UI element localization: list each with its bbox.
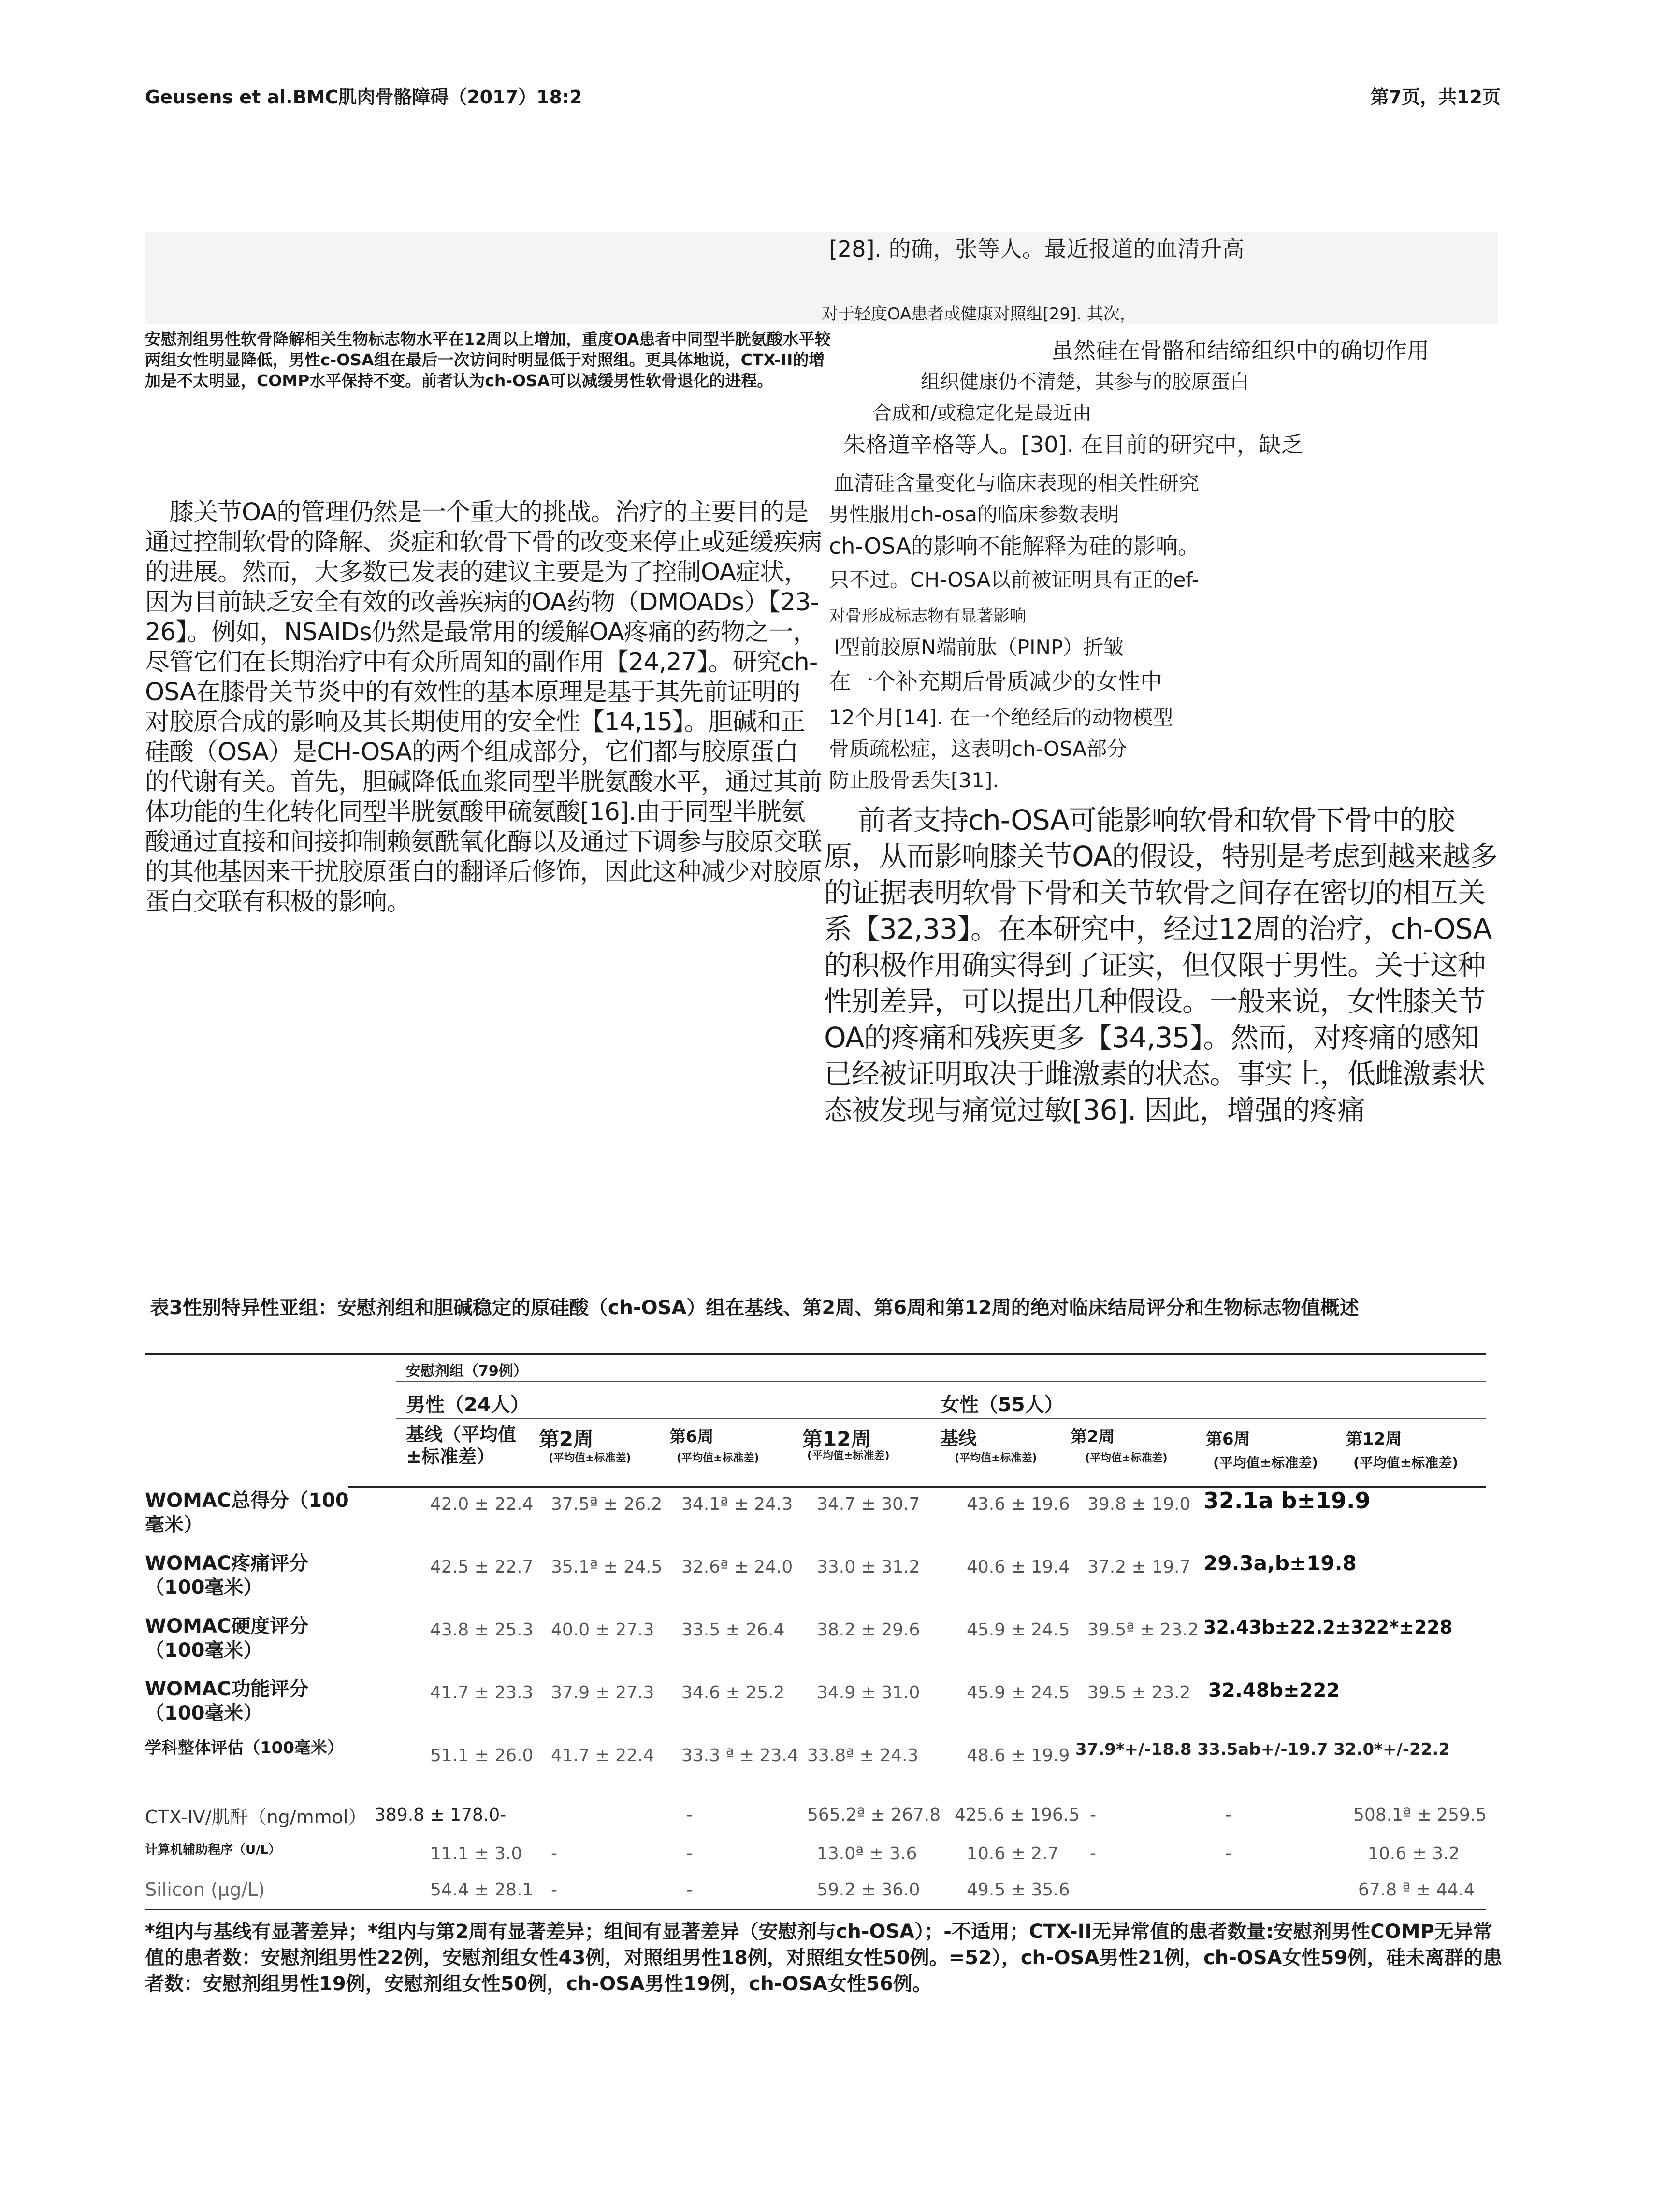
- table-cell: 425.6 ± 196.5: [955, 1805, 1080, 1825]
- table-cell: 40.0 ± 27.3: [551, 1620, 654, 1640]
- table-cell: 40.6 ± 19.4: [967, 1557, 1070, 1577]
- table-cell: -: [686, 1880, 693, 1900]
- left-body-text: 膝关节OA的管理仍然是一个重大的挑战。治疗的主要目的是通过控制软骨的降解、炎症和软骨下骨的改变来停止或延缓疾病的进展。然而，大多数已发表的建议主要是为了控制OA症状，因为目前缺乏安全有效的改善疾病的OA药物（DMOADs）【23-26】。例如，NSAIDs仍然是最常用的缓解OA疼痛的药物之一，尽管它们在长期治疗中有众所周知的副作用【24,27】。研究ch-OSA在膝骨关节炎中的有效性的基本原理是基于其先前证明的对胶原合成的影响及其长期使用的安全性【14,15】。胆碱和正硅酸（OSA）是CH-OSA的两个组成部分，它们都与胶原蛋白的代谢有关。首先，胆碱降低血浆同型半胱氨酸水平，通过其前体功能的生化转化同型半胱氨酸甲硫氨酸[16].由于同型半胱氨酸通过直接和间接抑制赖氨酰氧化酶以及通过下调参与胶原交联的其他基因来干扰胶原蛋白的翻译后修饰，因此这种减少对胶原蛋白交联有积极的影响。: [145, 498, 822, 916]
- table-cell: -: [551, 1880, 557, 1900]
- table-cell: 34.1ª ± 24.3: [681, 1494, 793, 1514]
- table-cell: 565.2ª ± 267.8: [807, 1805, 941, 1825]
- table-cell: 39.5 ± 23.2: [1087, 1683, 1191, 1703]
- table-cell: 59.2 ± 36.0: [817, 1880, 920, 1900]
- table-cell: 38.2 ± 29.6: [817, 1620, 920, 1640]
- row-label-ctx-creatinine: CTX-IV/肌酐（ng/mmol）: [145, 1807, 367, 1828]
- right-line-4: 组织健康仍不清楚，其参与的胶原蛋白: [921, 371, 1249, 393]
- table-cell: 33.8ª ± 24.3: [807, 1746, 919, 1765]
- table-cell: 43.6 ± 19.6: [967, 1494, 1070, 1514]
- table-cell: 32.1a b±19.9: [1203, 1488, 1371, 1514]
- table-cell: -: [1225, 1805, 1231, 1825]
- table-cell: 508.1ª ± 259.5: [1353, 1805, 1487, 1825]
- right-line-2: 对于轻度OA患者或健康对照组[29]. 其次，: [822, 304, 1136, 324]
- col-header-m-week2: 第2周: [539, 1427, 594, 1451]
- table-cell: -: [1090, 1805, 1096, 1825]
- right-line-6: 朱格道辛格等人。[30]. 在目前的研究中，缺乏: [843, 432, 1303, 458]
- right-line-8: 男性服用ch-osa的临床参数表明: [829, 503, 1119, 526]
- right-line-1: [28]. 的确，张等人。最近报道的血清升高: [829, 236, 1245, 262]
- col-header-f-week12: 第12周: [1346, 1430, 1402, 1449]
- table-cell: 34.7 ± 30.7: [817, 1494, 920, 1514]
- table-cell: -: [1225, 1844, 1231, 1864]
- right-line-7: 血清硅含量变化与临床表现的相关性研究: [834, 471, 1200, 495]
- col-header-f-week2: 第2周: [1071, 1427, 1115, 1446]
- table-cell: 35.1ª ± 24.5: [551, 1557, 663, 1577]
- col-header-m-week12: 第12周: [802, 1427, 871, 1451]
- table-cell: 13.0ª ± 3.6: [817, 1844, 917, 1864]
- right-line-5: 合成和/或稳定化是最近由: [872, 402, 1092, 424]
- table-cell: 41.7 ± 22.4: [551, 1746, 654, 1765]
- table-cell: -: [686, 1844, 693, 1864]
- col-header-f-week2-sub: (平均值±标准差): [1085, 1452, 1168, 1464]
- table-cell: 33.0 ± 31.2: [817, 1557, 920, 1577]
- table-cell: 41.7 ± 23.3: [430, 1683, 534, 1703]
- table-cell: 10.6 ± 2.7: [967, 1844, 1059, 1864]
- row-label-comp: 计算机辅助程序（U/L）: [145, 1843, 281, 1857]
- table-bottom-rule: [145, 1909, 1486, 1910]
- table-cell: 42.0 ± 22.4: [430, 1494, 534, 1514]
- running-header-left: Geusens et al.BMC肌肉骨骼障碍（2017）18:2: [145, 87, 582, 108]
- table-cell: 29.3a,b±19.8: [1203, 1551, 1357, 1575]
- table-cell: 49.5 ± 35.6: [967, 1880, 1070, 1900]
- col-header-m-week12-sub: (平均值±标准差): [807, 1450, 890, 1462]
- table-cell: 51.1 ± 26.0: [430, 1746, 534, 1765]
- table-cell: 45.9 ± 24.5: [967, 1620, 1070, 1640]
- table-cell: 32.43b±22.2±322*±228: [1203, 1617, 1453, 1638]
- table-cell: 34.6 ± 25.2: [681, 1683, 785, 1703]
- row-label-womac-stiffness: WOMAC硬度评分（100毫米）: [145, 1615, 309, 1662]
- table-cell: 37.9 ± 27.3: [551, 1683, 654, 1703]
- left-body-paragraph: [145, 498, 822, 917]
- table-cell: 37.5ª ± 26.2: [551, 1494, 663, 1514]
- table-cell: 37.9*+/-18.8 33.5ab+/-19.7 32.0*+/-22.2: [1075, 1740, 1450, 1759]
- right-line-10: 只不过。CH-OSA以前被证明具有正的ef-: [829, 568, 1199, 592]
- right-line-16: 防止股骨丢失[31].: [829, 768, 999, 792]
- right-body-text: 前者支持ch-OSA可能影响软骨和软骨下骨中的胶原，从而影响膝关节OA的假设，特别是考虑到越来越多的证据表明软骨下骨和关节软骨之间存在密切的相互关系【32,33】。在本研究中，经过12周的治疗，ch-OSA的积极作用确实得到了证实，但仅限于男性。关于这种性别差异，可以提出几种假设。一般来说，女性膝关节OA的疼痛和残疾更多【34,35】。然而，对疼痛的感知已经被证明取决于雌激素的状态。事实上，低雌激素状态被发现与痛觉过敏[36]. 因此，增强的疼痛: [824, 804, 1498, 1127]
- table-cell: -: [1090, 1844, 1096, 1864]
- table-cell: 37.2 ± 19.7: [1087, 1557, 1191, 1577]
- table-cell: 389.8 ± 178.0-: [375, 1805, 507, 1825]
- row-label-womac-function: WOMAC功能评分（100毫米）: [145, 1678, 309, 1724]
- table-cell: 10.6 ± 3.2: [1368, 1844, 1460, 1864]
- right-body-paragraph: [824, 802, 1506, 1128]
- table-cell: -: [551, 1844, 557, 1864]
- col-header-m-week2-sub: (平均值±标准差): [549, 1452, 631, 1464]
- female-header: 女性（55人）: [940, 1394, 1064, 1416]
- table-cell: 32.48b±222: [1208, 1679, 1340, 1702]
- right-line-13: 在一个补充期后骨质减少的女性中: [829, 668, 1162, 694]
- group-header-rule: [396, 1381, 1486, 1382]
- left-caption-text: 安慰剂组男性软骨降解相关生物标志物水平在12周以上增加，重度OA患者中同型半胱氨酸水平较两组女性明显降低，男性c-OSA组在最后一次访问时明显低于对照组。更具体地说，CTX-II的增加是不太明显，COMP水平保持不变。前者认为ch-OSA可以减缓男性软骨退化的进程。: [145, 330, 831, 390]
- table-cell: 11.1 ± 3.0: [430, 1844, 522, 1864]
- table-cell: 39.5ª ± 23.2: [1087, 1620, 1199, 1640]
- male-header: 男性（24人）: [406, 1394, 530, 1416]
- sex-header-rule: [396, 1418, 1486, 1419]
- table-cell: 48.6 ± 19.9: [967, 1746, 1070, 1765]
- right-line-12: Ⅰ型前胶原N端前肽（PINP）折皱: [834, 636, 1124, 659]
- row-label-subject-global-assessment: 学科整体评估（100毫米）: [145, 1738, 344, 1758]
- col-header-f-week12-sub: (平均值±标准差): [1353, 1455, 1459, 1471]
- table-cell: 42.5 ± 22.7: [430, 1557, 534, 1577]
- row-label-womac-total: WOMAC总得分（100毫米）: [145, 1489, 349, 1536]
- col-header-f-week6-sub: (平均值±标准差): [1213, 1455, 1318, 1471]
- right-line-15: 骨质疏松症，这表明ch-OSA部分: [829, 737, 1128, 761]
- col-header-f-baseline-sub: (平均值±标准差): [955, 1452, 1037, 1464]
- col-header-m-week6-sub: (平均值±标准差): [677, 1452, 759, 1464]
- col-header-f-week6: 第6周: [1206, 1430, 1250, 1449]
- table-top-rule: [145, 1353, 1486, 1355]
- table-cell: 34.9 ± 31.0: [817, 1683, 920, 1703]
- col-header-f-baseline: 基线: [940, 1428, 977, 1449]
- right-line-9: ch-OSA的影响不能解释为硅的影响。: [829, 533, 1201, 559]
- row-label-silicon: Silicon (μg/L): [145, 1879, 265, 1900]
- right-line-14: 12个月[14]. 在一个绝经后的动物模型: [829, 706, 1173, 729]
- table-caption: 表3性别特异性亚组：安慰剂组和胆碱稳定的原硅酸（ch-OSA）组在基线、第2周、第6周和第12周的绝对临床结局评分和生物标志物值概述: [150, 1297, 1359, 1319]
- table-cell: 67.8 ª ± 44.4: [1358, 1880, 1475, 1900]
- table-cell: 33.3 ª ± 23.4: [681, 1746, 798, 1765]
- table-footnote: *组内与基线有显著差异；*组内与第2周有显著差异；组间有显著差异（安慰剂与ch-OSA）；-不适用；CTX-II无异常值的患者数量:安慰剂男性COMP无异常值的患者数：安慰剂组男性22例，安慰剂组女性43例，对照组男性18例，对照组女性50例。=52），ch-OSA男性21例，ch-OSA女性59例，硅未离群的患者数：安慰剂组男性19例，安慰剂组女性50例，ch-OSA男性19例，ch-OSA女性56例。: [145, 1921, 1503, 1995]
- placebo-group-header: 安慰剂组（79例）: [406, 1363, 528, 1380]
- table-cell: 45.9 ± 24.5: [967, 1683, 1070, 1703]
- table-cell: -: [686, 1805, 693, 1825]
- col-header-m-baseline: 基线（平均值±标准差）: [406, 1424, 517, 1467]
- right-line-3: 虽然硅在骨骼和结缔组织中的确切作用: [1051, 337, 1429, 363]
- table-cell: 43.8 ± 25.3: [430, 1620, 534, 1640]
- row-label-womac-pain: WOMAC疼痛评分（100毫米）: [145, 1552, 309, 1599]
- table-cell: 54.4 ± 28.1: [430, 1880, 534, 1900]
- page-number: 第7页，共12页: [1370, 87, 1501, 108]
- table-cell: 33.5 ± 26.4: [681, 1620, 785, 1640]
- table-cell: 39.8 ± 19.0: [1087, 1494, 1191, 1514]
- table-cell: 32.6ª ± 24.0: [681, 1557, 793, 1577]
- right-line-11: 对骨形成标志物有显著影响: [829, 607, 1026, 626]
- col-header-m-week6: 第6周: [669, 1427, 714, 1446]
